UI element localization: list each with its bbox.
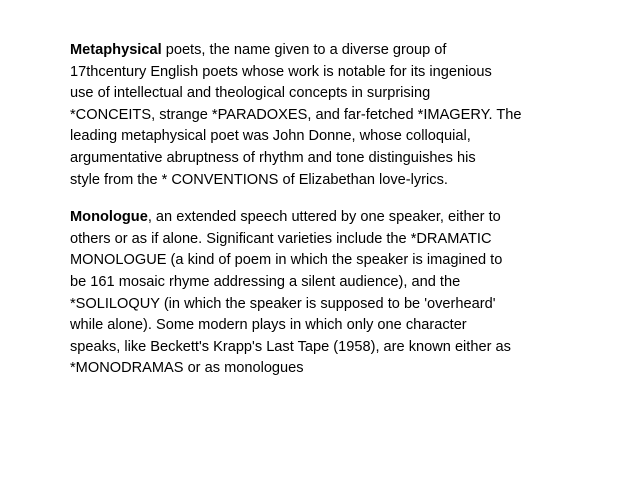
entry-line: speaks, like Beckett's Krapp's Last Tape (1958), are known either as xyxy=(70,338,511,355)
entry-line-text: poets, the name given to a diverse group of xyxy=(161,42,447,58)
entry-term: Monologue xyxy=(70,209,148,226)
entry-line: argumentative abruptness of rhythm and tone distinguishes his xyxy=(70,149,476,166)
entry-metaphysical xyxy=(70,40,560,191)
entry-line: use of intellectual and theological concepts in surprising xyxy=(70,85,431,102)
entry-monologue xyxy=(70,207,560,380)
entry-line: *MONODRAMAS or as monologues xyxy=(70,360,304,377)
entry-line xyxy=(70,207,560,229)
entry-line: 17thcentury English poets whose work is notable for its ingenious xyxy=(70,63,492,80)
entry-line: MONOLOGUE (a kind of poem in which the speaker is imagined to xyxy=(70,252,503,269)
entry-line: *SOLILOQUY (in which the speaker is supposed to be 'overheard' xyxy=(70,295,496,312)
text-block xyxy=(70,40,560,380)
entry-line: style from the * CONVENTIONS of Elizabethan love-lyrics. xyxy=(70,171,448,188)
entry-term: Metaphysical xyxy=(70,42,162,58)
entry-line: *CONCEITS, strange *PARADOXES, and far-fetched *IMAGERY. The xyxy=(70,106,522,123)
entry-line: while alone). Some modern plays in which only one character xyxy=(70,317,467,334)
entry-line: others or as if alone. Significant varieties include the *DRAMATIC xyxy=(70,230,492,247)
entry-line xyxy=(70,40,560,62)
entry-line-text: , an extended speech uttered by one speaker, either to xyxy=(147,209,501,226)
entry-line: be 161 mosaic rhyme addressing a silent audience), and the xyxy=(70,273,461,290)
entry-line: leading metaphysical poet was John Donne, whose colloquial, xyxy=(70,128,471,145)
